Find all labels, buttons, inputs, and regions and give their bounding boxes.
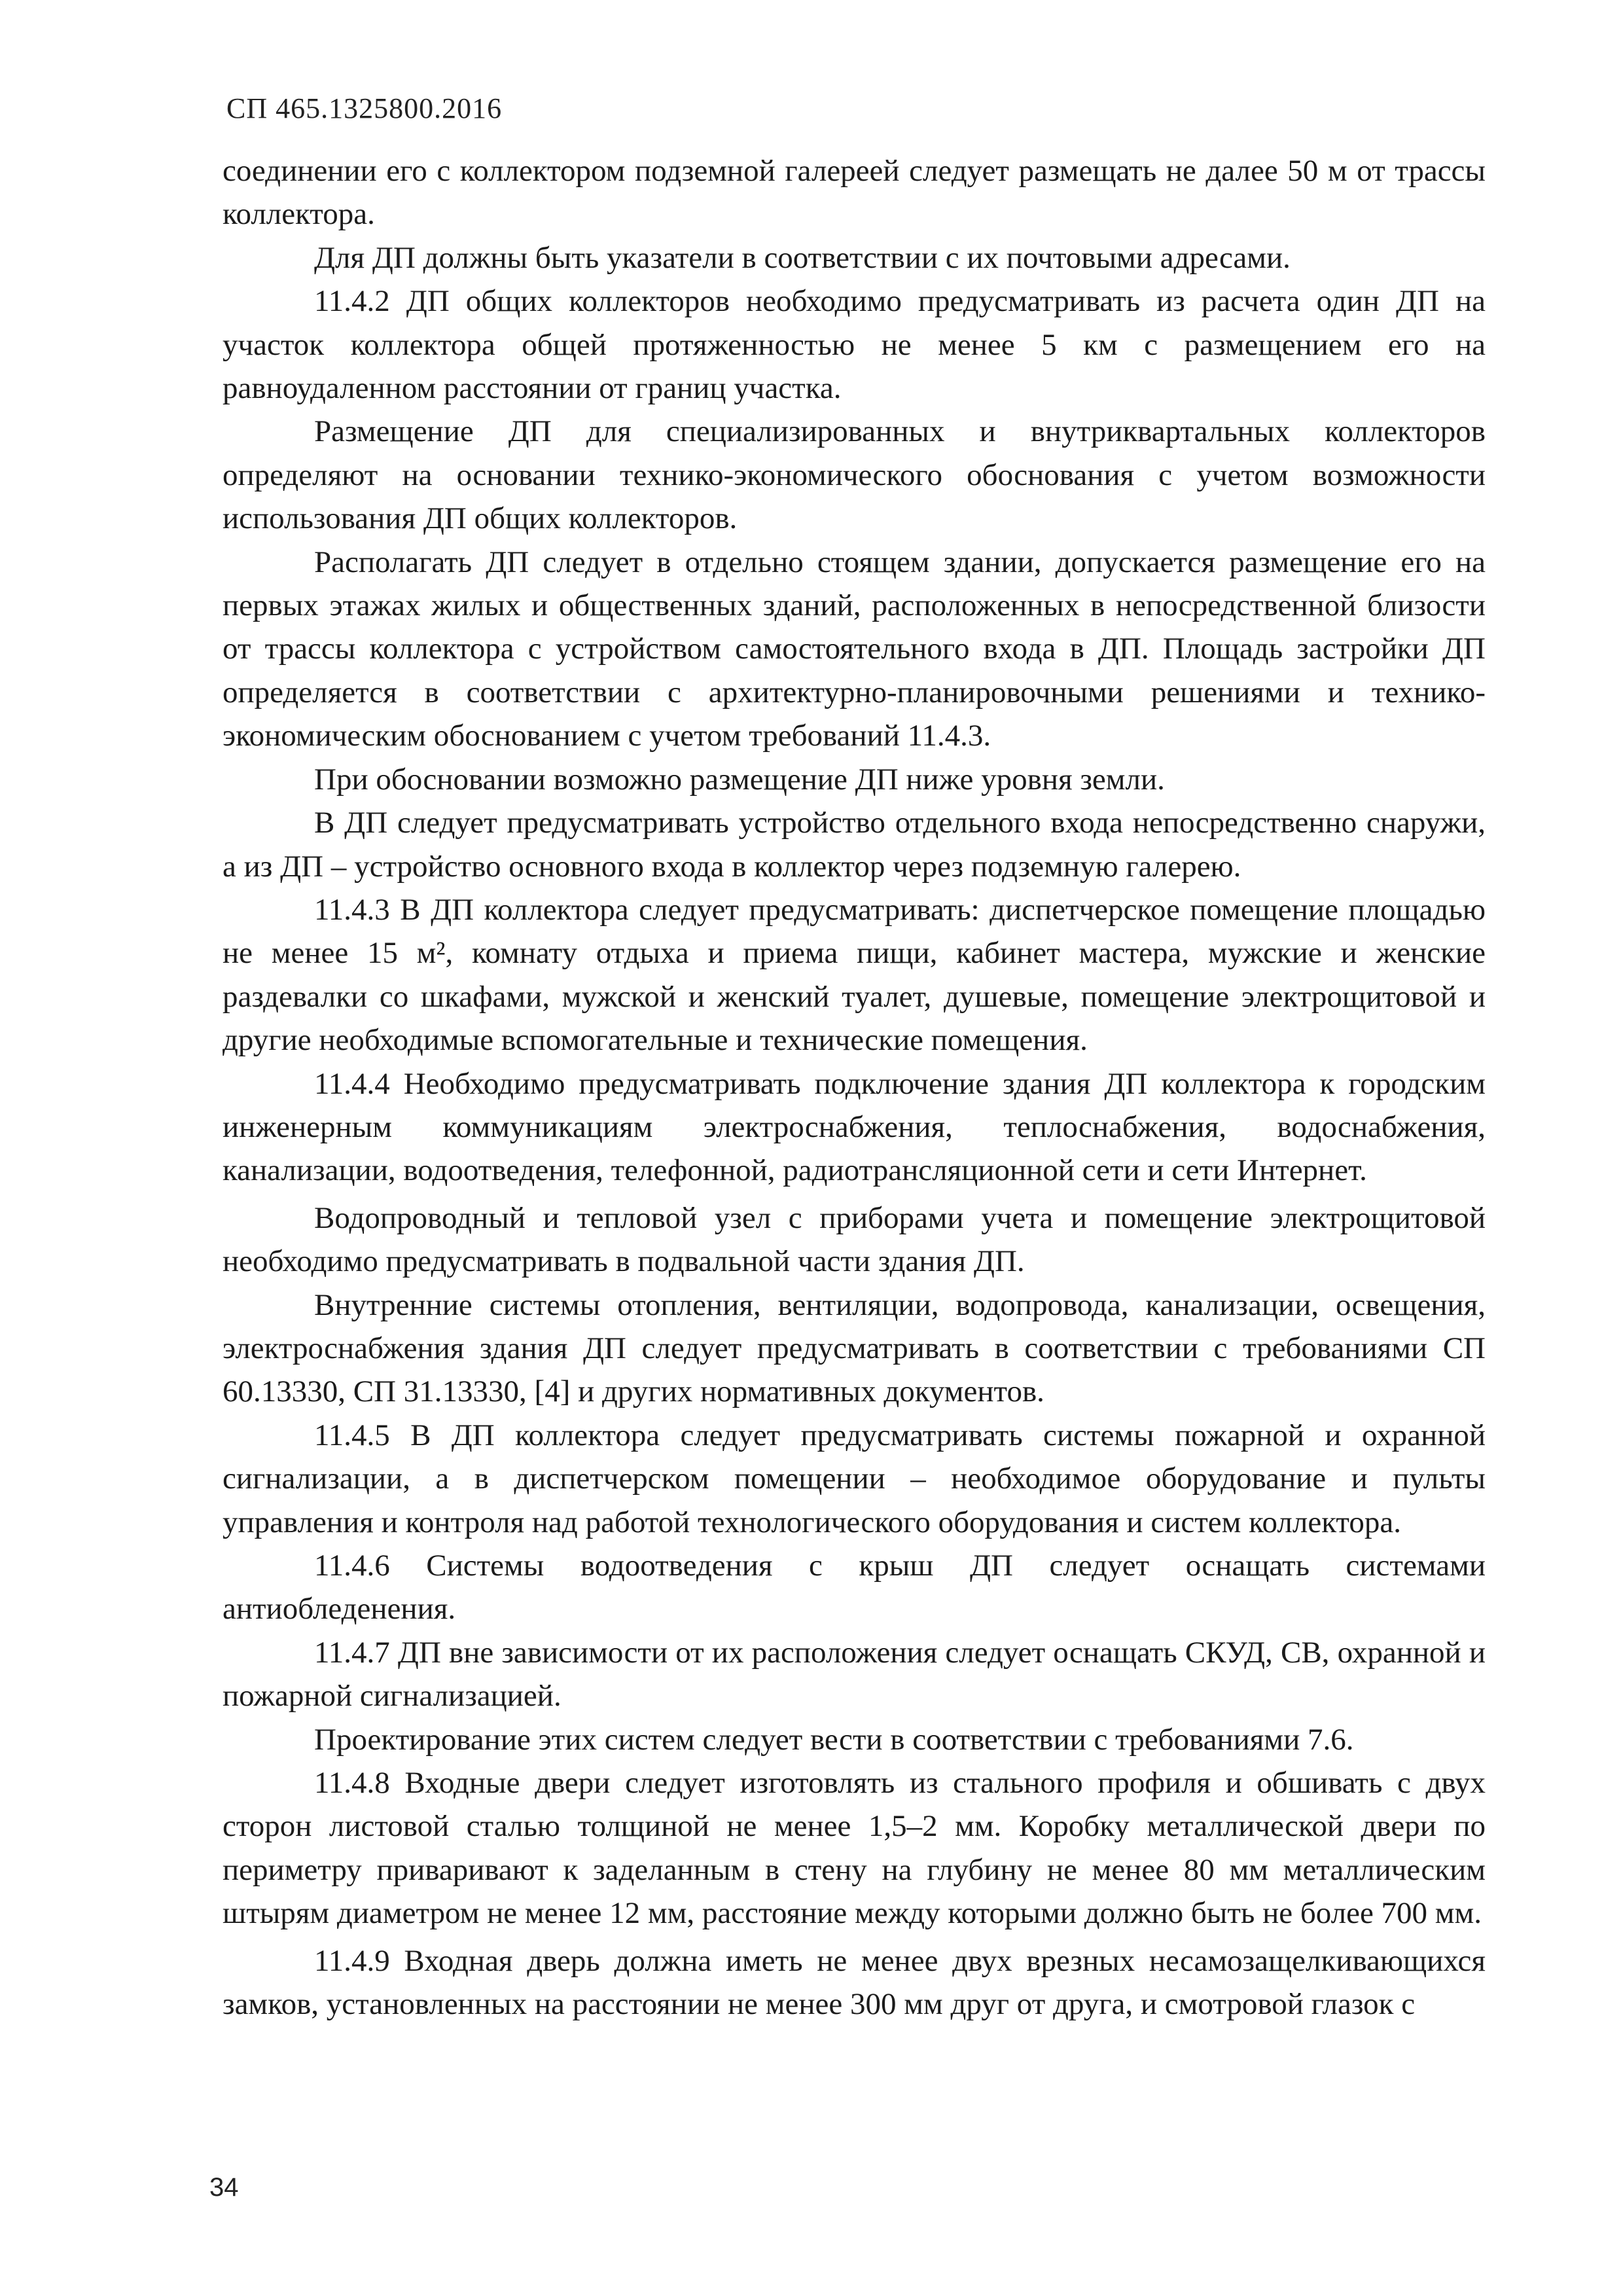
paragraph: Проектирование этих систем следует вести в соответствии с требованиями 7.6. — [314, 1722, 1354, 1757]
paragraph-11-4-9: 11.4.9 Входная дверь должна иметь не менее двух врезных несамозащелкивающихся замков, установленных на расстоянии не менее 300 мм друг от друга, и смотровой глазок с — [223, 1943, 1486, 2022]
paragraph: При обосновании возможно размещение ДП ниже уровня земли. — [314, 762, 1165, 797]
paragraph: Для ДП должны быть указатели в соответствии с их почтовыми адресами. — [314, 240, 1291, 275]
page-number: 34 — [209, 2173, 239, 2202]
body-text — [223, 149, 1486, 2026]
paragraph-11-4-8: 11.4.8 Входные двери следует изготовлять из стального профиля и обшивать с двух сторон листовой сталью толщиной не менее 1,5–2 мм. Коробку металлической двери по периметру приваривают к заделанным в стену на глубину не менее 80 мм металлическим штырям диаметром не менее 12 мм, расстояние между которыми должно быть не более 700 мм. — [223, 1766, 1486, 1931]
paragraph: В ДП следует предусматривать устройство отдельного входа непосредственно снаружи, а из ДП – устройство основного входа в коллектор через подземную галерею. — [223, 806, 1486, 884]
paragraph: Внутренние системы отопления, вентиляции, водопровода, канализации, освещения, электроснабжения здания ДП следует предусматривать в соответствии с требованиями СП 60.13330, СП 31.13330, [4] и других нормативных документов. — [223, 1287, 1486, 1409]
paragraph: Водопроводный и тепловой узел с приборами учета и помещение электрощитовой необходимо предусматривать в подвальной части здания ДП. — [223, 1200, 1486, 1279]
paragraph-11-4-2: 11.4.2 ДП общих коллекторов необходимо предусматривать из расчета один ДП на участок коллектора общей протяженностью не менее 5 км с размещением его на равноудаленном расстоянии от границ участка. — [223, 284, 1486, 406]
paragraph-11-4-4: 11.4.4 Необходимо предусматривать подключение здания ДП коллектора к городским инженерным коммуникациям электроснабжения, теплоснабжения, водоснабжения, канализации, водоотведения, телефонной, радиотрансляционной сети и сети Интернет. — [223, 1066, 1486, 1188]
paragraph-11-4-6: 11.4.6 Системы водоотведения с крыш ДП следует оснащать системами антиобледенения. — [223, 1549, 1486, 1626]
paragraph-11-4-3: 11.4.3 В ДП коллектора следует предусматривать: диспетчерское помещение площадью не менее 15 м², комнату отдыха и приема пищи, кабинет мастера, мужские и женские раздевалки со шкафами, мужской и женский туалет, душевые, помещение электрощитовой и другие необходимые вспомогательные и технические помещения. — [223, 892, 1486, 1058]
document-code-header: СП 465.1325800.2016 — [226, 92, 503, 124]
paragraph-11-4-7: 11.4.7 ДП вне зависимости от их расположения следует оснащать СКУД, СВ, охранной и пожарной сигнализацией. — [223, 1635, 1486, 1713]
paragraph-11-4-5: 11.4.5 В ДП коллектора следует предусматривать системы пожарной и охранной сигнализации, а в диспетчерском помещении – необходимое оборудование и пульты управления и контроля над работой технологического оборудования и систем коллектора. — [223, 1418, 1486, 1539]
paragraph: соединении его с коллектором подземной галереей следует размещать не далее 50 м от трассы коллектора. — [223, 154, 1486, 232]
paragraph: Располагать ДП следует в отдельно стоящем здании, допускается размещение его на первых этажах жилых и общественных зданий, расположенных в непосредственной близости от трассы коллектора с устройством самостоятельного входа в ДП. Площадь застройки ДП определяется в соответствии с архитектурно-планировочными решениями и технико-экономическим обоснованием с учетом требований 11.4.3. — [223, 545, 1486, 753]
paragraph: Размещение ДП для специализированных и внутриквартальных коллекторов определяют на основании технико-экономического обоснования с учетом возможности использования ДП общих коллекторов. — [223, 414, 1486, 536]
